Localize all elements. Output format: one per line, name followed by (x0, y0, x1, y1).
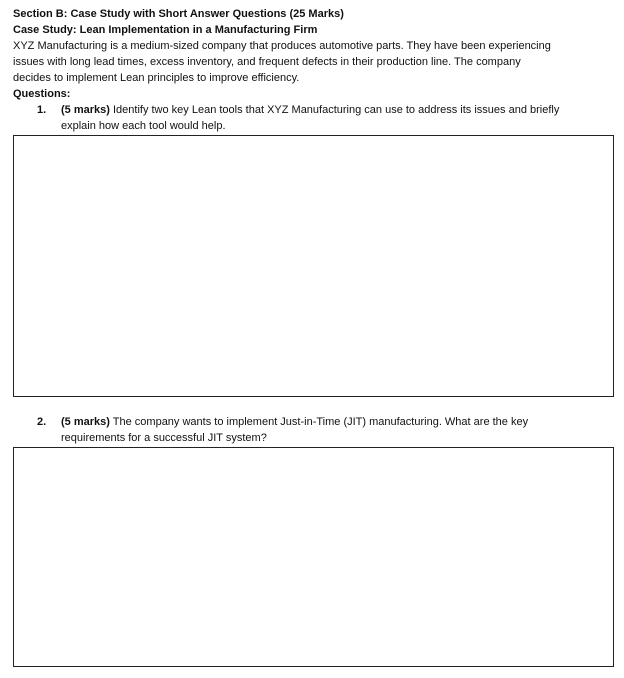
questions-heading: Questions: (13, 88, 71, 100)
question-number: 1. (37, 104, 47, 116)
case-text-line: issues with long lead times, excess inventory, and frequent defects in their production line. The company (13, 56, 521, 68)
question-text: The company wants to implement Just-in-Time (JIT) manufacturing. What are the key (112, 416, 529, 428)
question-number: 2. (37, 416, 47, 428)
section-title: Section B: Case Study with Short Answer Questions (25 Marks) (13, 8, 344, 20)
question-text: Identify two key Lean tools that XYZ Manufacturing can use to address its issues and briefly (112, 104, 560, 116)
case-text-line: XYZ Manufacturing is a medium-sized company that produces automotive parts. They have been experiencing (13, 40, 551, 52)
case-text-line: decides to implement Lean principles to improve efficiency. (13, 72, 300, 84)
question-marks: (5 marks) (61, 104, 110, 116)
question-text-line: explain how each tool would help. (61, 120, 226, 132)
question-text-line: requirements for a successful JIT system? (61, 432, 267, 444)
answer-box-2[interactable] (13, 447, 614, 667)
question-text-line (61, 102, 559, 118)
question-marks: (5 marks) (61, 416, 110, 428)
case-study-title: Case Study: Lean Implementation in a Manufacturing Firm (13, 24, 318, 36)
question-text-line (61, 414, 528, 430)
answer-box-1[interactable] (13, 135, 614, 397)
